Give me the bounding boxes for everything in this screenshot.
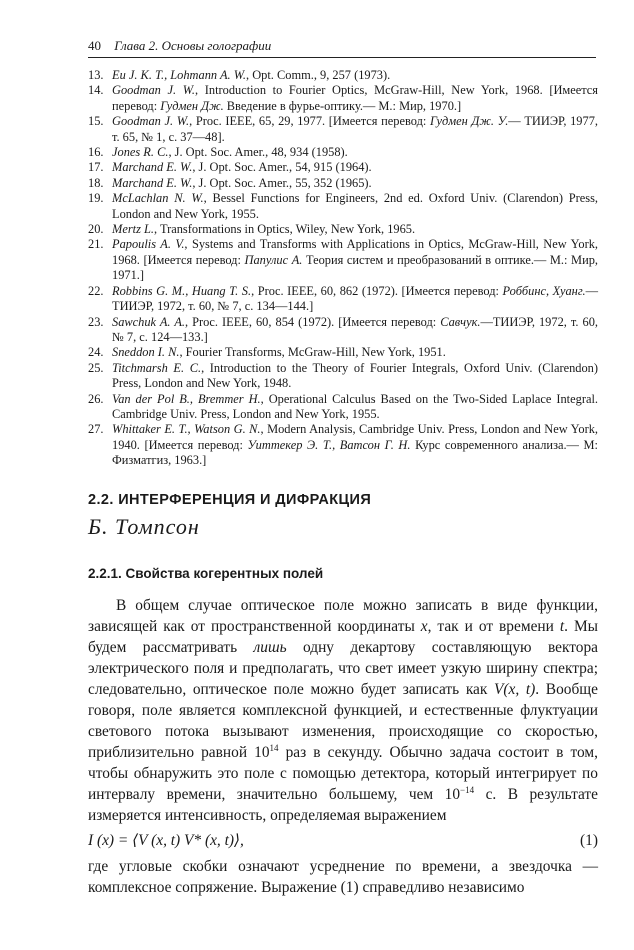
reference-number: 18. xyxy=(88,175,104,190)
reference-number: 22. xyxy=(88,283,104,298)
reference-item xyxy=(88,361,598,392)
reference-translation-authors: Уиттекер Э. Т., Ватсон Г. Н. xyxy=(247,437,411,452)
reference-authors: Marchand E. W. xyxy=(112,175,193,190)
page-number: 40 xyxy=(88,38,101,53)
reference-number: 19. xyxy=(88,191,104,206)
reference-authors: Goodman J. W. xyxy=(112,114,190,129)
paragraph: где угловые скобки означают усреднение по времени, а звездочка — комплексное сопряжение. Выражение (1) справедливо независимо xyxy=(88,858,598,896)
subsection-title: 2.2.1. Свойства когерентных полей xyxy=(88,566,324,581)
reference-item xyxy=(88,191,598,222)
reference-authors: Goodman J. W. xyxy=(112,83,196,98)
reference-text: , Introduction to Fourier Optics, McGraw-Hill, New York, 1968. [Имеется перевод: xyxy=(112,83,598,113)
reference-translation-text: Теория систем и преобразований в оптике.— М.: Мир, 1971.] xyxy=(112,252,598,283)
reference-number: 13. xyxy=(88,68,104,82)
reference-translation-text: Курс современного анализа.— М: Физматгиз, 1963.] xyxy=(112,437,599,468)
header-rule xyxy=(88,57,596,58)
reference-text: , Operational Calculus Based on the Two-Sided Laplace Integral. Cambridge Univ. Press, London and New York, 1955. xyxy=(112,391,598,421)
reference-number: 26. xyxy=(88,391,104,406)
reference-authors: Robbins G. M., Huang T. S. xyxy=(112,283,252,298)
reference-translation-authors: Роббинс, Хуанг. xyxy=(502,283,586,298)
reference-text: , Transformations in Optics, Wiley, New York, 1965. xyxy=(154,222,416,237)
reference-text: , Bessel Functions for Engineers, 2nd ed. Oxford Univ. (Clarendon) Press, London and New York, 1955. xyxy=(112,191,598,221)
reference-item xyxy=(88,114,598,145)
reference-authors: Jones R. C. xyxy=(112,145,169,160)
reference-number: 25. xyxy=(88,360,104,375)
reference-authors: Mertz L. xyxy=(112,222,154,237)
reference-text: , Proc. IEEE, 60, 862 (1972). [Имеется перевод: xyxy=(251,283,503,298)
reference-item xyxy=(88,392,598,423)
reference-item xyxy=(88,145,598,160)
body-text xyxy=(88,595,598,898)
reference-translation-text: — ТИИЭР, 1972, т. 60, № 7, с. 134—144.] xyxy=(112,283,598,314)
reference-translation-authors: Гудмен Дж. У. xyxy=(430,114,509,129)
reference-item xyxy=(88,284,598,315)
equation-expression: I (x) = ⟨V (x, t) V* (x, t)⟩, xyxy=(88,832,244,849)
reference-authors: Marchand E. W. xyxy=(112,160,193,175)
reference-item xyxy=(88,422,598,468)
reference-item xyxy=(88,176,598,191)
reference-item xyxy=(88,68,598,83)
reference-text: , Fourier Transforms, McGraw-Hill, New York, 1951. xyxy=(179,345,446,360)
reference-authors: Van der Pol B., Bremmer H. xyxy=(112,391,261,406)
reference-authors: Papoulis A. V. xyxy=(112,237,185,252)
reference-authors: Sneddon I. N. xyxy=(112,345,180,360)
reference-text: , J. Opt. Soc. Amer., 54, 915 (1964). xyxy=(192,160,372,175)
reference-item xyxy=(88,345,598,360)
reference-authors: Whittaker E. T., Watson G. N. xyxy=(112,422,261,437)
reference-text: , Modern Analysis, Cambridge Univ. Press, London and New York, 1940. [Имеется перевод: xyxy=(112,422,598,452)
equation-number: (1) xyxy=(580,832,598,849)
reference-number: 14. xyxy=(88,83,104,98)
reference-text: , J. Opt. Soc. Amer., 48, 934 (1958). xyxy=(168,145,348,160)
reference-text: , Systems and Transforms with Applications in Optics, McGraw-Hill, New York, 1968. [Имеется перевод: xyxy=(112,237,598,267)
reference-number: 16. xyxy=(88,145,104,160)
section-title: 2.2. ИНТЕРФЕРЕНЦИЯ И ДИФРАКЦИЯ xyxy=(88,492,372,508)
reference-text: , Proc. IEEE, 65, 29, 1977. [Имеется перевод: xyxy=(189,114,430,129)
reference-number: 21. xyxy=(88,237,104,252)
reference-item xyxy=(88,160,598,175)
equation-1 xyxy=(88,826,598,856)
reference-authors: Titchmarsh E. C. xyxy=(112,360,202,375)
reference-translation-text: —ТИИЭР, 1972, т. 60, № 7, с. 124—133.] xyxy=(112,314,599,344)
running-title: Глава 2. Основы голографии xyxy=(114,38,272,53)
reference-authors: McLachlan N. W. xyxy=(112,191,204,206)
reference-item xyxy=(88,222,598,237)
reference-number: 15. xyxy=(88,114,104,129)
paragraph: В общем случае оптическое поле можно записать в виде функции, зависящей как от пространственной координаты x, так и от времени t. Мы будем рассматривать лишь одну декартову составляющую вектора электрического поля и предполагать, что свет имеет узкую ширину спектра; следовательно, оптическое поле можно будет записать как V(x, t). Вообще говоря, поле является комплексной функцией, и естественные флуктуации светового потока вызывают изменения, происходящие со скоростью, приблизительно равной $10^{14}$ раз в секунду. Обычно задача состоит в том, чтобы обнаружить это поле с помощью детектора, который интегрирует по интервалу времени, значительно большему, чем $10^{-14}$ с. В результате измеряется интенсивность, определяемая выражением xyxy=(88,597,598,824)
reference-number: 23. xyxy=(88,314,104,329)
reference-item xyxy=(88,83,598,114)
reference-list xyxy=(88,68,598,469)
reference-authors: Eu J. K. T., Lohmann A. W. xyxy=(112,68,247,82)
running-head xyxy=(88,38,596,54)
reference-text: , Introduction to the Theory of Fourier Integrals, Oxford Univ. (Clarendon) Press, London and New York, 1948. xyxy=(112,360,598,391)
reference-number: 24. xyxy=(88,345,104,360)
reference-text: , Proc. IEEE, 60, 854 (1972). [Имеется перевод: xyxy=(185,314,441,329)
reference-translation-text: Введение в фурье-оптику.— М.: Мир, 1970.] xyxy=(223,98,462,113)
section-author: Б. Томпсон xyxy=(88,514,200,539)
reference-text: , Opt. Comm., 9, 257 (1973). xyxy=(246,68,391,82)
reference-authors: Sawchuk A. A. xyxy=(112,314,186,329)
reference-number: 20. xyxy=(88,222,104,237)
reference-text: , J. Opt. Soc. Amer., 55, 352 (1965). xyxy=(192,175,372,190)
reference-translation-authors: Савчук. xyxy=(440,314,481,329)
reference-translation-authors: Гудмен Дж. xyxy=(160,98,224,113)
reference-number: 27. xyxy=(88,422,104,437)
reference-translation-authors: Папулис А. xyxy=(244,252,303,267)
reference-number: 17. xyxy=(88,160,104,175)
reference-item xyxy=(88,237,598,283)
reference-translation-text: — ТИИЭР, 1977, т. 65, № 1, с. 37—48]. xyxy=(112,114,598,144)
reference-item xyxy=(88,315,598,346)
